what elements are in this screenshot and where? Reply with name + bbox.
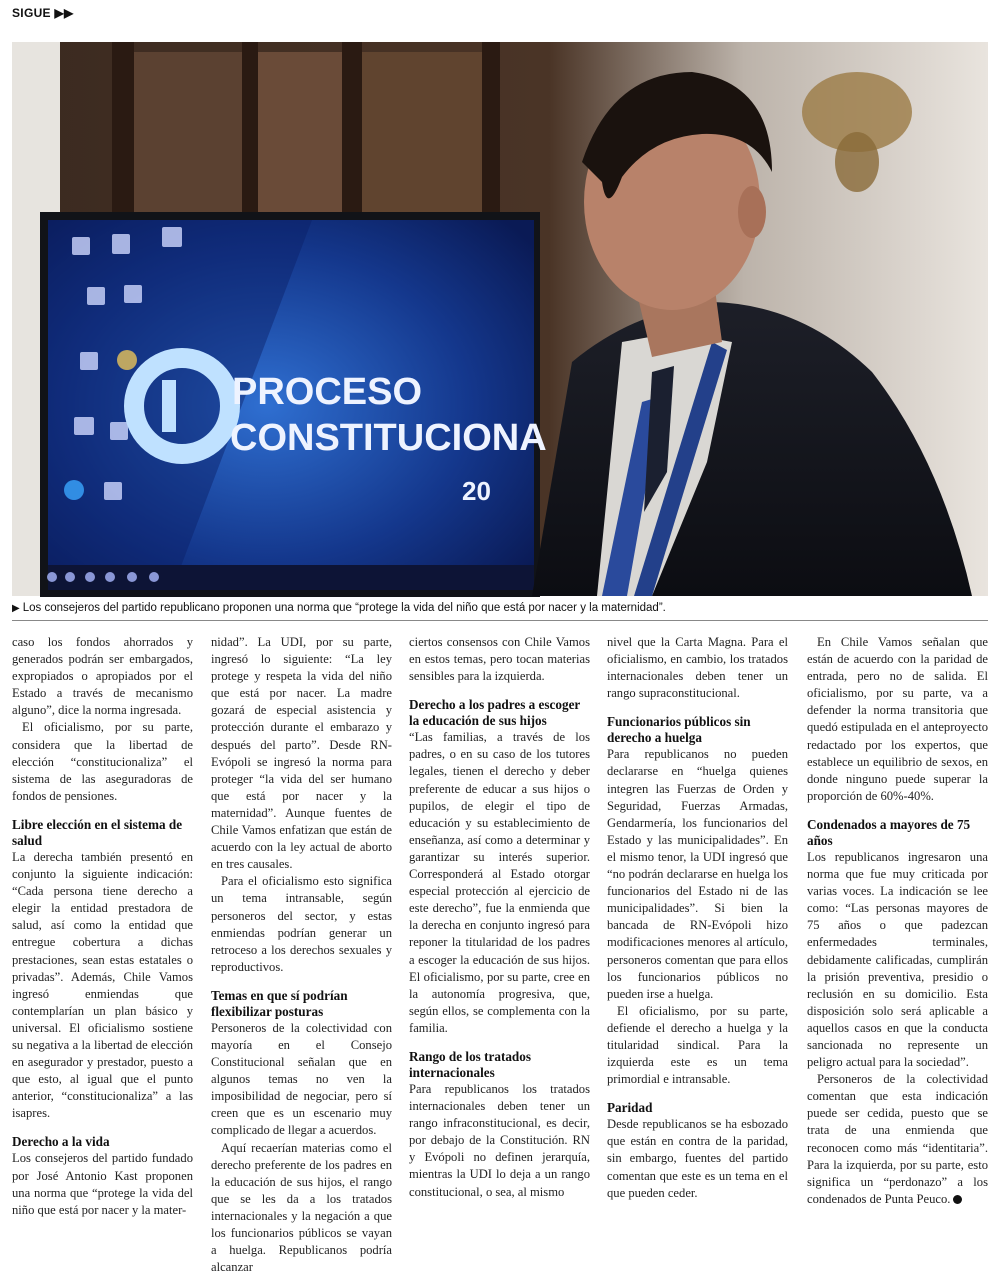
subheading: Derecho a la vida bbox=[12, 1134, 110, 1150]
caption-text: Los consejeros del partido republicano proponen una norma que “protege la vida del niño que está por nacer y la maternidad”. bbox=[22, 602, 666, 614]
subheading: Condenados a mayores de 75 años bbox=[807, 816, 971, 848]
subheading: Libre elección en el sistema de salud bbox=[12, 816, 183, 848]
paragraph: “Las familias, a través de los padres, o en su caso de los tutores legales, tienen el derecho y deber preferente de educar a sus hijos o pupilos, de elegir el tipo de educación y su establecimiento de enseñanza, así como a determinar y garantizar su interés superior. Corresponderá al Estado otorgar especial protección al ejercicio de este derecho”, fue la enmienda que la derecha en conjunto ingresó para reponer la titularidad de los padres a escoger la educación de sus hijos. El oficialismo, por su parte, cree en la autonomía progresiva, que, según ellos, se complementa con la familia. bbox=[409, 730, 590, 1035]
paragraph: Desde republicanos se ha esbozado que están en contra de la paridad, sin embargo, fuentes del partido comentan que este es un tema en el que pueden ceder. bbox=[607, 1117, 788, 1200]
article-column-3 bbox=[409, 634, 590, 1199]
paragraph: nidad”. La UDI, por su parte, ingresó lo siguiente: “La ley protege y respeta la vida del niño que está por nacer. La madre gozará de especial asistencia y protección durante el embarazo y después del parto”. Desde RN-Evópoli se ingresó la norma para proteger “la vida del ser humano que está por nacer y la maternidad”. Aunque fuentes de Chile Vamos enfatizan que están de acuerdo con la ley actual de aborto en tres causales. bbox=[211, 635, 392, 872]
article-column-1 bbox=[12, 634, 193, 1217]
section-label: SIGUE ▶▶ bbox=[12, 6, 74, 20]
paragraph: ciertos consensos con Chile Vamos en estos temas, pero tocan materias sensibles para la izquierda. bbox=[409, 635, 590, 684]
paragraph: La derecha también presentó en conjunto la siguiente indicación: “Cada persona tiene derecho a elegir la entidad prestadora de salud, así como la entidad que entregue cobertura a dichas prestaciones, sean estas estatales o privadas”. Además, Chile Vamos ingresó enmiendas que contemplarían un plan básico y universal. El oficialismo sostiene su negativa a la libertad de elección en asegurador y prestador, puesto a que esto, al igual que el punto anterior, “constitucionaliza” a las isapres. bbox=[12, 849, 193, 1121]
subheading: Temas en que sí podrían flexibilizar posturas bbox=[211, 987, 348, 1019]
screen-title-line2: CONSTITUCIONA bbox=[230, 417, 547, 459]
subheading: Derecho a los padres a escoger la educación de sus hijos bbox=[409, 697, 581, 729]
screen-title-line1: PROCESO bbox=[232, 371, 423, 413]
caption-marker-icon: ▶ bbox=[12, 603, 20, 614]
subheading: Funcionarios públicos sin derecho a huelga bbox=[607, 714, 751, 746]
paragraph bbox=[807, 1071, 988, 1208]
article-column-2 bbox=[211, 634, 392, 1275]
subheading: Paridad bbox=[607, 1100, 653, 1116]
paragraph: El oficialismo, por su parte, defiende el derecho a huelga y la titularidad sindical. Para la izquierda este es un tema primordial e intransable. bbox=[607, 1003, 788, 1087]
paragraph: El oficialismo, por su parte, considera que la libertad de elección “constitucionaliza” el sistema de las aseguradoras de fondos de pensiones. bbox=[12, 720, 193, 803]
screen-title-line3: 20 bbox=[462, 476, 491, 506]
article-body bbox=[12, 634, 988, 1275]
article-photo bbox=[12, 42, 988, 596]
paragraph: Personeros de la colectividad con mayoría en el Consejo Constitucional señalan que en algunos temas no ven la imposibilidad de negociar, pero sí creen que es un escenario muy complicado de llegar a acuerdos. bbox=[211, 1020, 392, 1138]
photo-caption bbox=[12, 602, 988, 621]
article-column-4 bbox=[607, 634, 788, 1200]
paragraph: nivel que la Carta Magna. Para el oficialismo, en cambio, los tratados internacionales deben tener un rango supraconstitucional. bbox=[607, 635, 788, 701]
subheading: Rango de los tratados internacionales bbox=[409, 1048, 531, 1080]
paragraph: Para republicanos no pueden declararse en “huelga quienes integren las Fuerzas de Orden y Seguridad, Fuerzas Armadas, Gendarmería, los funcionarios del Estado y las municipalidades”. En el mismo tenor, la UDI ingresó que “no podrán declararse en huelga los funcionarios del Estado ni de las municipalidades”. Si bien la bancada de RN-Evópoli hizo modificaciones menores al artículo, personeros comentan que para ellos los funcionarios públicos no pueden irse a huelga. bbox=[607, 747, 788, 1001]
paragraph: Para el oficialismo esto significa un tema intransable, según personeros del sector, y estas enmiendas podrían generar un retroceso a los derechos sexuales y reproductivos. bbox=[211, 874, 392, 974]
end-of-article-icon bbox=[953, 1195, 962, 1204]
paragraph: Los consejeros del partido fundado por José Antonio Kast proponen una norma que “protege la vida del niño que está por nacer y la mater- bbox=[12, 1151, 193, 1217]
paragraph-text: Personeros de la colectividad comentan que esta indicación puede ser cedida, puesto que se trata de una enmienda que reconocen como más “identitaria”. Para la izquierda, por su parte, esto significa un “perdonazo” a los condenados de Punta Peuco. bbox=[807, 1072, 988, 1206]
article-column-5 bbox=[807, 634, 988, 1206]
paragraph: Aquí recaerían materias como el derecho preferente de los padres en la educación de sus hijos, el rango que se les da a los tratados internacionales y la negación a que los funcionarios públicos se vayan a huelga. Republicanos podría alcanzar bbox=[211, 1140, 392, 1275]
paragraph: caso los fondos ahorrados y generados podrán ser embargados, expropiados o apropiados por el Estado a través de mecanismo alguno”, dice la norma ingresada. bbox=[12, 635, 193, 718]
paragraph: Para republicanos los tratados internacionales deben tener un rango infraconstitucional, es decir, por debajo de la Constitución. RN y Evópoli no definen jerarquía, mientras la UDI lo deja a un rango constitucional, o sea, al mismo bbox=[409, 1081, 590, 1199]
paragraph: En Chile Vamos señalan que están de acuerdo con la paridad de entrada, pero no de salida. El oficialismo, por su parte, va a defender la norma transitoria que quedó estipulada en el anteproyecto redactado por los expertos, que establece un equilibrio de sexos, en donde ninguno puede superar la proporción de 60%-40%. bbox=[807, 635, 988, 803]
paragraph: Los republicanos ingresaron una norma que fue muy criticada por varias voces. La indicación se lee como: “Las personas mayores de 75 años o que padezcan enfermedades terminales, debidamente calificadas, cumplirán la prisión preventiva, presidio o reclusión en su domicilio. Esta disposición solo será aplicable a aquellos casos en que la conducta sancionada no represente un peligro actual para la sociedad”. bbox=[807, 849, 988, 1070]
